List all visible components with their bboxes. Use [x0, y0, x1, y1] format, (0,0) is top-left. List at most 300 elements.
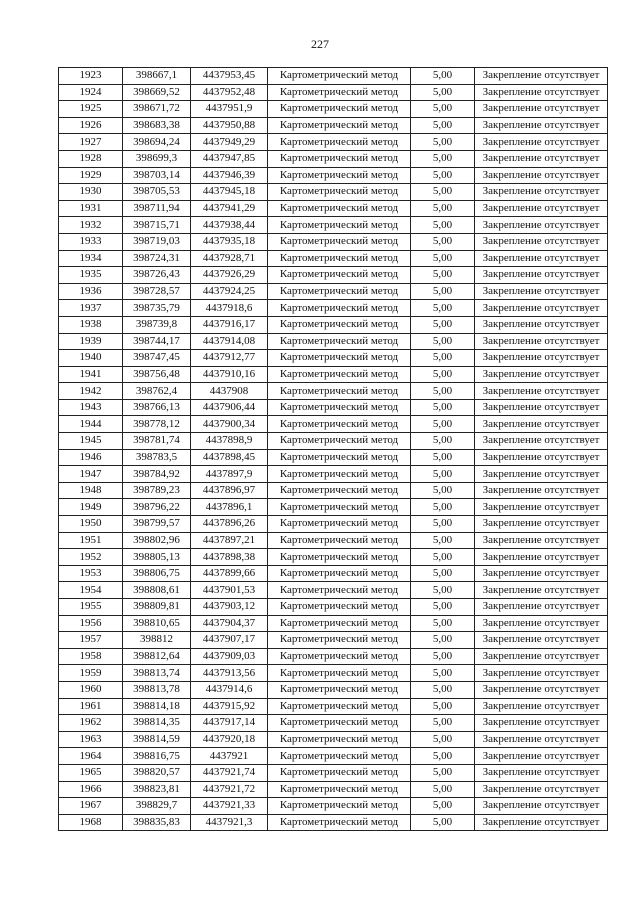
- method-cell: Картометрический метод: [268, 184, 411, 201]
- fixation-note-cell: Закрепление отсутствует: [475, 283, 608, 300]
- x-coordinate-cell: 398810,65: [123, 615, 191, 632]
- fixation-note-cell: Закрепление отсутствует: [475, 383, 608, 400]
- y-coordinate-cell: 4437941,29: [191, 200, 268, 217]
- accuracy-cell: 5,00: [411, 250, 475, 267]
- point-number-cell: 1930: [59, 184, 123, 201]
- x-coordinate-cell: 398812,64: [123, 648, 191, 665]
- table-row: [59, 150, 608, 167]
- y-coordinate-cell: 4437898,45: [191, 449, 268, 466]
- point-number-cell: 1936: [59, 283, 123, 300]
- method-cell: Картометрический метод: [268, 582, 411, 599]
- accuracy-cell: 5,00: [411, 300, 475, 317]
- fixation-note-cell: Закрепление отсутствует: [475, 449, 608, 466]
- y-coordinate-cell: 4437946,39: [191, 167, 268, 184]
- x-coordinate-cell: 398683,38: [123, 117, 191, 134]
- accuracy-cell: 5,00: [411, 217, 475, 234]
- fixation-note-cell: Закрепление отсутствует: [475, 582, 608, 599]
- x-coordinate-cell: 398705,53: [123, 184, 191, 201]
- point-number-cell: 1928: [59, 150, 123, 167]
- table-row: [59, 499, 608, 516]
- fixation-note-cell: Закрепление отсутствует: [475, 200, 608, 217]
- y-coordinate-cell: 4437898,9: [191, 433, 268, 450]
- accuracy-cell: 5,00: [411, 84, 475, 101]
- fixation-note-cell: Закрепление отсутствует: [475, 300, 608, 317]
- y-coordinate-cell: 4437928,71: [191, 250, 268, 267]
- accuracy-cell: 5,00: [411, 366, 475, 383]
- method-cell: Картометрический метод: [268, 814, 411, 831]
- accuracy-cell: 5,00: [411, 582, 475, 599]
- y-coordinate-cell: 4437896,1: [191, 499, 268, 516]
- accuracy-cell: 5,00: [411, 549, 475, 566]
- method-cell: Картометрический метод: [268, 599, 411, 616]
- x-coordinate-cell: 398762,4: [123, 383, 191, 400]
- point-number-cell: 1929: [59, 167, 123, 184]
- accuracy-cell: 5,00: [411, 350, 475, 367]
- fixation-note-cell: Закрепление отсутствует: [475, 233, 608, 250]
- x-coordinate-cell: 398796,22: [123, 499, 191, 516]
- accuracy-cell: 5,00: [411, 731, 475, 748]
- accuracy-cell: 5,00: [411, 632, 475, 649]
- point-number-cell: 1934: [59, 250, 123, 267]
- accuracy-cell: 5,00: [411, 68, 475, 85]
- x-coordinate-cell: 398829,7: [123, 798, 191, 815]
- fixation-note-cell: Закрепление отсутствует: [475, 665, 608, 682]
- fixation-note-cell: Закрепление отсутствует: [475, 698, 608, 715]
- table-row: [59, 764, 608, 781]
- x-coordinate-cell: 398820,57: [123, 764, 191, 781]
- method-cell: Картометрический метод: [268, 399, 411, 416]
- point-number-cell: 1967: [59, 798, 123, 815]
- fixation-note-cell: Закрепление отсутствует: [475, 134, 608, 151]
- method-cell: Картометрический метод: [268, 383, 411, 400]
- accuracy-cell: 5,00: [411, 764, 475, 781]
- fixation-note-cell: Закрепление отсутствует: [475, 466, 608, 483]
- y-coordinate-cell: 4437898,38: [191, 549, 268, 566]
- accuracy-cell: 5,00: [411, 665, 475, 682]
- table-row: [59, 698, 608, 715]
- fixation-note-cell: Закрепление отсутствует: [475, 416, 608, 433]
- fixation-note-cell: Закрепление отсутствует: [475, 516, 608, 533]
- method-cell: Картометрический метод: [268, 283, 411, 300]
- x-coordinate-cell: 398735,79: [123, 300, 191, 317]
- x-coordinate-cell: 398813,74: [123, 665, 191, 682]
- point-number-cell: 1968: [59, 814, 123, 831]
- method-cell: Картометрический метод: [268, 84, 411, 101]
- point-number-cell: 1926: [59, 117, 123, 134]
- method-cell: Картометрический метод: [268, 698, 411, 715]
- point-number-cell: 1959: [59, 665, 123, 682]
- fixation-note-cell: Закрепление отсутствует: [475, 366, 608, 383]
- x-coordinate-cell: 398766,13: [123, 399, 191, 416]
- y-coordinate-cell: 4437914,6: [191, 681, 268, 698]
- x-coordinate-cell: 398812: [123, 632, 191, 649]
- method-cell: Картометрический метод: [268, 433, 411, 450]
- x-coordinate-cell: 398808,61: [123, 582, 191, 599]
- y-coordinate-cell: 4437915,92: [191, 698, 268, 715]
- x-coordinate-cell: 398805,13: [123, 549, 191, 566]
- x-coordinate-cell: 398823,81: [123, 781, 191, 798]
- table-row: [59, 399, 608, 416]
- y-coordinate-cell: 4437938,44: [191, 217, 268, 234]
- point-number-cell: 1923: [59, 68, 123, 85]
- point-number-cell: 1958: [59, 648, 123, 665]
- fixation-note-cell: Закрепление отсутствует: [475, 117, 608, 134]
- method-cell: Картометрический метод: [268, 665, 411, 682]
- point-number-cell: 1924: [59, 84, 123, 101]
- accuracy-cell: 5,00: [411, 482, 475, 499]
- fixation-note-cell: Закрепление отсутствует: [475, 250, 608, 267]
- table-row: [59, 681, 608, 698]
- y-coordinate-cell: 4437908: [191, 383, 268, 400]
- accuracy-cell: 5,00: [411, 101, 475, 118]
- method-cell: Картометрический метод: [268, 499, 411, 516]
- y-coordinate-cell: 4437949,29: [191, 134, 268, 151]
- point-number-cell: 1949: [59, 499, 123, 516]
- accuracy-cell: 5,00: [411, 748, 475, 765]
- point-number-cell: 1953: [59, 565, 123, 582]
- table-row: [59, 333, 608, 350]
- x-coordinate-cell: 398835,83: [123, 814, 191, 831]
- table-row: [59, 167, 608, 184]
- method-cell: Картометрический метод: [268, 416, 411, 433]
- point-number-cell: 1941: [59, 366, 123, 383]
- table-row: [59, 482, 608, 499]
- point-number-cell: 1931: [59, 200, 123, 217]
- y-coordinate-cell: 4437904,37: [191, 615, 268, 632]
- table-row: [59, 549, 608, 566]
- fixation-note-cell: Закрепление отсутствует: [475, 549, 608, 566]
- y-coordinate-cell: 4437910,16: [191, 366, 268, 383]
- table-row: [59, 599, 608, 616]
- point-number-cell: 1944: [59, 416, 123, 433]
- table-row: [59, 117, 608, 134]
- accuracy-cell: 5,00: [411, 449, 475, 466]
- point-number-cell: 1927: [59, 134, 123, 151]
- fixation-note-cell: Закрепление отсутствует: [475, 184, 608, 201]
- fixation-note-cell: Закрепление отсутствует: [475, 615, 608, 632]
- x-coordinate-cell: 398799,57: [123, 516, 191, 533]
- method-cell: Картометрический метод: [268, 300, 411, 317]
- y-coordinate-cell: 4437921,33: [191, 798, 268, 815]
- y-coordinate-cell: 4437951,9: [191, 101, 268, 118]
- point-number-cell: 1937: [59, 300, 123, 317]
- y-coordinate-cell: 4437914,08: [191, 333, 268, 350]
- accuracy-cell: 5,00: [411, 798, 475, 815]
- y-coordinate-cell: 4437921,74: [191, 764, 268, 781]
- y-coordinate-cell: 4437897,21: [191, 532, 268, 549]
- table-row: [59, 731, 608, 748]
- point-number-cell: 1955: [59, 599, 123, 616]
- method-cell: Картометрический метод: [268, 748, 411, 765]
- fixation-note-cell: Закрепление отсутствует: [475, 781, 608, 798]
- x-coordinate-cell: 398778,12: [123, 416, 191, 433]
- y-coordinate-cell: 4437899,66: [191, 565, 268, 582]
- table-row: [59, 648, 608, 665]
- table-row: [59, 798, 608, 815]
- x-coordinate-cell: 398756,48: [123, 366, 191, 383]
- fixation-note-cell: Закрепление отсутствует: [475, 681, 608, 698]
- method-cell: Картометрический метод: [268, 167, 411, 184]
- table-row: [59, 84, 608, 101]
- point-number-cell: 1938: [59, 316, 123, 333]
- x-coordinate-cell: 398671,72: [123, 101, 191, 118]
- x-coordinate-cell: 398724,31: [123, 250, 191, 267]
- fixation-note-cell: Закрепление отсутствует: [475, 150, 608, 167]
- fixation-note-cell: Закрепление отсутствует: [475, 648, 608, 665]
- fixation-note-cell: Закрепление отсутствует: [475, 84, 608, 101]
- table-row: [59, 565, 608, 582]
- point-number-cell: 1942: [59, 383, 123, 400]
- y-coordinate-cell: 4437918,6: [191, 300, 268, 317]
- method-cell: Картометрический метод: [268, 217, 411, 234]
- accuracy-cell: 5,00: [411, 316, 475, 333]
- table-body: [59, 68, 608, 831]
- method-cell: Картометрический метод: [268, 350, 411, 367]
- accuracy-cell: 5,00: [411, 233, 475, 250]
- x-coordinate-cell: 398814,18: [123, 698, 191, 715]
- page-number: 227: [311, 37, 329, 51]
- table-row: [59, 532, 608, 549]
- method-cell: Картометрический метод: [268, 117, 411, 134]
- accuracy-cell: 5,00: [411, 134, 475, 151]
- table-row: [59, 350, 608, 367]
- fixation-note-cell: Закрепление отсутствует: [475, 798, 608, 815]
- y-coordinate-cell: 4437945,18: [191, 184, 268, 201]
- x-coordinate-cell: 398784,92: [123, 466, 191, 483]
- accuracy-cell: 5,00: [411, 516, 475, 533]
- y-coordinate-cell: 4437897,9: [191, 466, 268, 483]
- x-coordinate-cell: 398814,59: [123, 731, 191, 748]
- method-cell: Картометрический метод: [268, 532, 411, 549]
- method-cell: Картометрический метод: [268, 68, 411, 85]
- point-number-cell: 1940: [59, 350, 123, 367]
- point-number-cell: 1947: [59, 466, 123, 483]
- point-number-cell: 1939: [59, 333, 123, 350]
- method-cell: Картометрический метод: [268, 681, 411, 698]
- accuracy-cell: 5,00: [411, 565, 475, 582]
- y-coordinate-cell: 4437896,26: [191, 516, 268, 533]
- y-coordinate-cell: 4437920,18: [191, 731, 268, 748]
- x-coordinate-cell: 398715,71: [123, 217, 191, 234]
- fixation-note-cell: Закрепление отсутствует: [475, 565, 608, 582]
- table-row: [59, 814, 608, 831]
- fixation-note-cell: Закрепление отсутствует: [475, 267, 608, 284]
- accuracy-cell: 5,00: [411, 814, 475, 831]
- table-row: [59, 300, 608, 317]
- point-number-cell: 1950: [59, 516, 123, 533]
- y-coordinate-cell: 4437921: [191, 748, 268, 765]
- method-cell: Картометрический метод: [268, 731, 411, 748]
- method-cell: Картометрический метод: [268, 250, 411, 267]
- table-row: [59, 748, 608, 765]
- fixation-note-cell: Закрепление отсутствует: [475, 167, 608, 184]
- fixation-note-cell: Закрепление отсутствует: [475, 764, 608, 781]
- method-cell: Картометрический метод: [268, 648, 411, 665]
- x-coordinate-cell: 398711,94: [123, 200, 191, 217]
- point-number-cell: 1956: [59, 615, 123, 632]
- y-coordinate-cell: 4437907,17: [191, 632, 268, 649]
- x-coordinate-cell: 398806,75: [123, 565, 191, 582]
- y-coordinate-cell: 4437913,56: [191, 665, 268, 682]
- y-coordinate-cell: 4437912,77: [191, 350, 268, 367]
- table-row: [59, 665, 608, 682]
- y-coordinate-cell: 4437909,03: [191, 648, 268, 665]
- point-number-cell: 1935: [59, 267, 123, 284]
- table-row: [59, 184, 608, 201]
- fixation-note-cell: Закрепление отсутствует: [475, 532, 608, 549]
- y-coordinate-cell: 4437917,14: [191, 715, 268, 732]
- table-row: [59, 267, 608, 284]
- y-coordinate-cell: 4437921,3: [191, 814, 268, 831]
- accuracy-cell: 5,00: [411, 383, 475, 400]
- accuracy-cell: 5,00: [411, 200, 475, 217]
- accuracy-cell: 5,00: [411, 615, 475, 632]
- fixation-note-cell: Закрепление отсутствует: [475, 316, 608, 333]
- method-cell: Картометрический метод: [268, 764, 411, 781]
- y-coordinate-cell: 4437921,72: [191, 781, 268, 798]
- method-cell: Картометрический метод: [268, 466, 411, 483]
- x-coordinate-cell: 398814,35: [123, 715, 191, 732]
- point-number-cell: 1954: [59, 582, 123, 599]
- table-row: [59, 632, 608, 649]
- point-number-cell: 1961: [59, 698, 123, 715]
- table-row: [59, 416, 608, 433]
- x-coordinate-cell: 398719,03: [123, 233, 191, 250]
- method-cell: Картометрический метод: [268, 632, 411, 649]
- table-row: [59, 68, 608, 85]
- x-coordinate-cell: 398789,23: [123, 482, 191, 499]
- x-coordinate-cell: 398802,96: [123, 532, 191, 549]
- accuracy-cell: 5,00: [411, 715, 475, 732]
- x-coordinate-cell: 398728,57: [123, 283, 191, 300]
- table-row: [59, 433, 608, 450]
- method-cell: Картометрический метод: [268, 333, 411, 350]
- y-coordinate-cell: 4437901,53: [191, 582, 268, 599]
- method-cell: Картометрический метод: [268, 516, 411, 533]
- y-coordinate-cell: 4437924,25: [191, 283, 268, 300]
- method-cell: Картометрический метод: [268, 549, 411, 566]
- fixation-note-cell: Закрепление отсутствует: [475, 599, 608, 616]
- method-cell: Картометрический метод: [268, 798, 411, 815]
- fixation-note-cell: Закрепление отсутствует: [475, 399, 608, 416]
- accuracy-cell: 5,00: [411, 781, 475, 798]
- point-number-cell: 1932: [59, 217, 123, 234]
- accuracy-cell: 5,00: [411, 184, 475, 201]
- x-coordinate-cell: 398809,81: [123, 599, 191, 616]
- y-coordinate-cell: 4437896,97: [191, 482, 268, 499]
- fixation-note-cell: Закрепление отсутствует: [475, 68, 608, 85]
- x-coordinate-cell: 398694,24: [123, 134, 191, 151]
- table-row: [59, 101, 608, 118]
- method-cell: Картометрический метод: [268, 316, 411, 333]
- point-number-cell: 1952: [59, 549, 123, 566]
- point-number-cell: 1946: [59, 449, 123, 466]
- coordinates-table: [58, 67, 608, 831]
- table-row: [59, 781, 608, 798]
- fixation-note-cell: Закрепление отсутствует: [475, 814, 608, 831]
- x-coordinate-cell: 398739,8: [123, 316, 191, 333]
- accuracy-cell: 5,00: [411, 150, 475, 167]
- method-cell: Картометрический метод: [268, 200, 411, 217]
- table-row: [59, 366, 608, 383]
- x-coordinate-cell: 398816,75: [123, 748, 191, 765]
- y-coordinate-cell: 4437950,88: [191, 117, 268, 134]
- fixation-note-cell: Закрепление отсутствует: [475, 748, 608, 765]
- accuracy-cell: 5,00: [411, 698, 475, 715]
- point-number-cell: 1957: [59, 632, 123, 649]
- accuracy-cell: 5,00: [411, 283, 475, 300]
- point-number-cell: 1964: [59, 748, 123, 765]
- x-coordinate-cell: 398747,45: [123, 350, 191, 367]
- point-number-cell: 1951: [59, 532, 123, 549]
- point-number-cell: 1960: [59, 681, 123, 698]
- point-number-cell: 1943: [59, 399, 123, 416]
- point-number-cell: 1933: [59, 233, 123, 250]
- accuracy-cell: 5,00: [411, 681, 475, 698]
- x-coordinate-cell: 398781,74: [123, 433, 191, 450]
- y-coordinate-cell: 4437900,34: [191, 416, 268, 433]
- accuracy-cell: 5,00: [411, 117, 475, 134]
- table-row: [59, 316, 608, 333]
- fixation-note-cell: Закрепление отсутствует: [475, 499, 608, 516]
- x-coordinate-cell: 398703,14: [123, 167, 191, 184]
- fixation-note-cell: Закрепление отсутствует: [475, 333, 608, 350]
- table-row: [59, 516, 608, 533]
- point-number-cell: 1945: [59, 433, 123, 450]
- fixation-note-cell: Закрепление отсутствует: [475, 217, 608, 234]
- y-coordinate-cell: 4437952,48: [191, 84, 268, 101]
- method-cell: Картометрический метод: [268, 781, 411, 798]
- accuracy-cell: 5,00: [411, 599, 475, 616]
- x-coordinate-cell: 398699,3: [123, 150, 191, 167]
- x-coordinate-cell: 398783,5: [123, 449, 191, 466]
- method-cell: Картометрический метод: [268, 715, 411, 732]
- accuracy-cell: 5,00: [411, 532, 475, 549]
- y-coordinate-cell: 4437903,12: [191, 599, 268, 616]
- x-coordinate-cell: 398669,52: [123, 84, 191, 101]
- fixation-note-cell: Закрепление отсутствует: [475, 715, 608, 732]
- fixation-note-cell: Закрепление отсутствует: [475, 350, 608, 367]
- accuracy-cell: 5,00: [411, 433, 475, 450]
- point-number-cell: 1948: [59, 482, 123, 499]
- method-cell: Картометрический метод: [268, 482, 411, 499]
- x-coordinate-cell: 398726,43: [123, 267, 191, 284]
- y-coordinate-cell: 4437916,17: [191, 316, 268, 333]
- point-number-cell: 1963: [59, 731, 123, 748]
- accuracy-cell: 5,00: [411, 267, 475, 284]
- table-row: [59, 383, 608, 400]
- point-number-cell: 1925: [59, 101, 123, 118]
- accuracy-cell: 5,00: [411, 167, 475, 184]
- point-number-cell: 1962: [59, 715, 123, 732]
- y-coordinate-cell: 4437935,18: [191, 233, 268, 250]
- method-cell: Картометрический метод: [268, 615, 411, 632]
- accuracy-cell: 5,00: [411, 499, 475, 516]
- fixation-note-cell: Закрепление отсутствует: [475, 482, 608, 499]
- point-number-cell: 1966: [59, 781, 123, 798]
- table-row: [59, 283, 608, 300]
- y-coordinate-cell: 4437947,85: [191, 150, 268, 167]
- method-cell: Картометрический метод: [268, 366, 411, 383]
- accuracy-cell: 5,00: [411, 416, 475, 433]
- x-coordinate-cell: 398667,1: [123, 68, 191, 85]
- method-cell: Картометрический метод: [268, 233, 411, 250]
- y-coordinate-cell: 4437926,29: [191, 267, 268, 284]
- fixation-note-cell: Закрепление отсутствует: [475, 433, 608, 450]
- accuracy-cell: 5,00: [411, 399, 475, 416]
- y-coordinate-cell: 4437953,45: [191, 68, 268, 85]
- table-row: [59, 134, 608, 151]
